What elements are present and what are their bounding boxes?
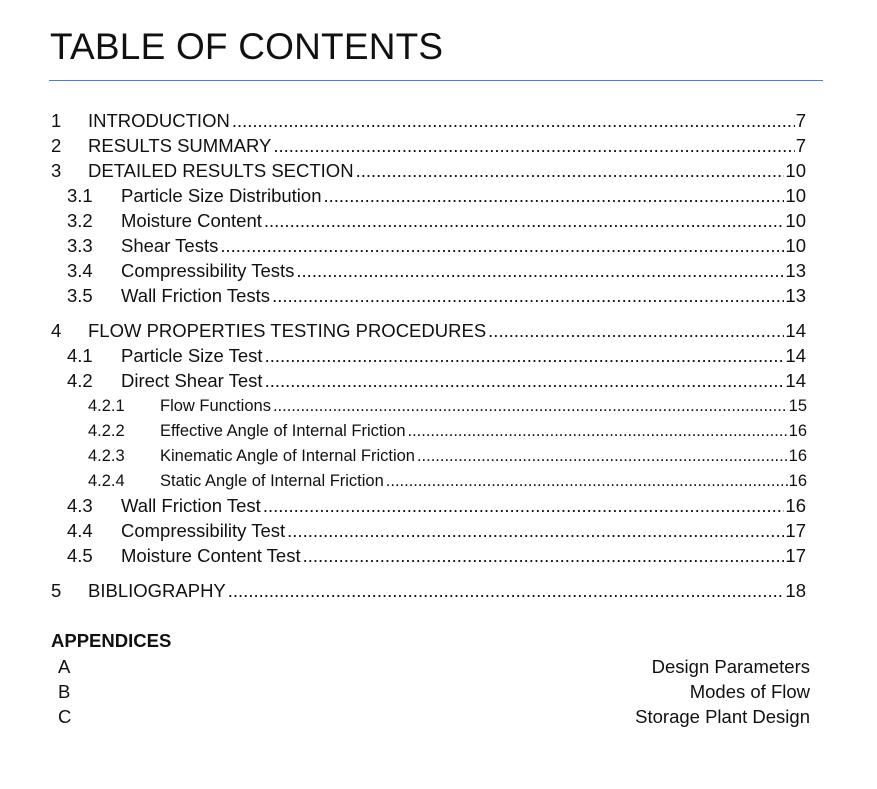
toc-entry-label: Wall Friction Test <box>121 495 261 516</box>
toc-entry-moisture-content[interactable] <box>67 212 806 231</box>
toc-entry-page: 10 <box>785 235 806 256</box>
toc-entry-number: 3.4 <box>67 260 93 281</box>
toc-entry-number: 5 <box>51 580 62 601</box>
toc-entry-label: Effective Angle of Internal Friction <box>160 422 406 440</box>
toc-entry-number: 4.2.2 <box>88 422 125 440</box>
dot-leader <box>386 473 788 490</box>
toc-entry-detailed-results[interactable] <box>51 162 806 181</box>
toc-entry-compressibility-test[interactable] <box>67 522 806 541</box>
toc-entry-label: Moisture Content <box>121 210 262 231</box>
toc-entry-label: Static Angle of Internal Friction <box>160 472 384 490</box>
toc-entry-number: 4.2.1 <box>88 397 125 415</box>
toc-entry-page: 7 <box>795 110 806 131</box>
toc-entry-compressibility-tests[interactable] <box>67 262 806 281</box>
dot-leader <box>228 582 785 601</box>
toc-entry-page: 14 <box>785 320 806 341</box>
toc-entry-shear-tests[interactable] <box>67 237 806 256</box>
toc-entry-page: 10 <box>785 185 806 206</box>
dot-leader <box>273 137 794 156</box>
toc-entry-particle-size-test[interactable] <box>67 347 806 366</box>
dot-leader <box>264 212 785 231</box>
toc-entry-page: 16 <box>788 422 807 440</box>
dot-leader <box>356 162 785 181</box>
toc-entry-page: 14 <box>785 345 806 366</box>
toc-entry-label: FLOW PROPERTIES TESTING PROCEDURES <box>88 320 487 341</box>
toc-entry-label: Moisture Content Test <box>121 545 301 566</box>
toc-entry-number: 1 <box>51 110 62 131</box>
toc-entry-particle-size-distribution[interactable] <box>67 187 806 206</box>
toc-entry-number: 4.4 <box>67 520 93 541</box>
appendix-title: Design Parameters <box>651 656 810 677</box>
toc-entry-page: 18 <box>785 580 806 601</box>
appendix-item-a[interactable] <box>58 656 810 678</box>
appendix-item-b[interactable] <box>58 681 810 703</box>
toc-entry-number: 3.1 <box>67 185 93 206</box>
toc-entry-number: 4.2.3 <box>88 447 125 465</box>
dot-leader <box>272 287 784 306</box>
toc-entry-label: Kinematic Angle of Internal Friction <box>160 447 415 465</box>
dot-leader <box>303 547 785 566</box>
toc-entry-label: BIBLIOGRAPHY <box>88 580 226 601</box>
dot-leader <box>287 522 784 541</box>
dot-leader <box>232 112 795 131</box>
toc-entry-label: Direct Shear Test <box>121 370 263 391</box>
toc-entry-page: 10 <box>785 160 806 181</box>
toc-entry-number: 4.5 <box>67 545 93 566</box>
dot-leader <box>417 448 788 465</box>
toc-entry-label: Compressibility Test <box>121 520 286 541</box>
toc-entry-introduction[interactable] <box>51 112 806 131</box>
toc-entry-moisture-content-test[interactable] <box>67 547 806 566</box>
toc-entry-number: 2 <box>51 135 62 156</box>
toc-entry-label: DETAILED RESULTS SECTION <box>88 160 354 181</box>
dot-leader <box>273 398 788 415</box>
toc-entry-page: 13 <box>785 285 806 306</box>
toc-entry-bibliography[interactable] <box>51 582 806 601</box>
toc-entry-page: 17 <box>785 545 806 566</box>
toc-entry-page: 16 <box>788 447 807 465</box>
toc-entry-number: 4.3 <box>67 495 93 516</box>
dot-leader <box>488 322 784 341</box>
toc-entry-page: 16 <box>788 472 807 490</box>
toc-entry-label: Particle Size Distribution <box>121 185 322 206</box>
appendix-letter: B <box>58 681 71 702</box>
toc-entry-number: 4.2.4 <box>88 472 125 490</box>
appendices-heading: APPENDICES <box>51 630 172 651</box>
toc-entry-label: Wall Friction Tests <box>121 285 271 306</box>
toc-entry-page: 10 <box>785 210 806 231</box>
toc-entry-page: 16 <box>785 495 806 516</box>
toc-entry-label: Shear Tests <box>121 235 219 256</box>
appendix-letter: C <box>58 706 72 727</box>
toc-entry-label: Compressibility Tests <box>121 260 295 281</box>
toc-entry-wall-friction-tests[interactable] <box>67 287 806 306</box>
toc-entry-number: 4 <box>51 320 62 341</box>
toc-entry-number: 4.1 <box>67 345 93 366</box>
toc-entry-wall-friction-test[interactable] <box>67 497 806 516</box>
dot-leader <box>220 237 784 256</box>
dot-leader <box>265 347 785 366</box>
toc-entry-label: Flow Functions <box>160 397 271 415</box>
toc-entry-page: 15 <box>788 397 807 415</box>
dot-leader <box>265 372 785 391</box>
toc-entry-label: Particle Size Test <box>121 345 263 366</box>
toc-entry-number: 3.3 <box>67 235 93 256</box>
toc-entry-page: 14 <box>785 370 806 391</box>
appendix-title: Storage Plant Design <box>635 706 810 727</box>
appendix-letter: A <box>58 656 71 677</box>
appendix-item-c[interactable] <box>58 706 810 728</box>
toc-entry-results-summary[interactable] <box>51 137 806 156</box>
toc-entry-page: 13 <box>785 260 806 281</box>
appendix-title: Modes of Flow <box>689 681 810 702</box>
toc-entry-number: 3 <box>51 160 62 181</box>
toc-entry-number: 4.2 <box>67 370 93 391</box>
dot-leader <box>324 187 785 206</box>
page-title: TABLE OF CONTENTS <box>50 26 444 67</box>
toc-entry-number: 3.2 <box>67 210 93 231</box>
toc-entry-flow-properties[interactable] <box>51 322 806 341</box>
toc-entry-label: RESULTS SUMMARY <box>88 135 272 156</box>
dot-leader <box>296 262 784 281</box>
toc-entry-flow-functions[interactable] <box>88 398 807 415</box>
toc-entry-number: 3.5 <box>67 285 93 306</box>
toc-entry-effective-angle[interactable] <box>88 423 807 440</box>
dot-leader <box>408 423 788 440</box>
toc-entry-page: 7 <box>795 135 806 156</box>
toc-entry-static-angle[interactable] <box>88 473 807 490</box>
toc-entry-page: 17 <box>785 520 806 541</box>
title-underline <box>49 80 823 81</box>
toc-entry-label: INTRODUCTION <box>88 110 230 131</box>
toc-entry-kinematic-angle[interactable] <box>88 448 807 465</box>
toc-entry-direct-shear-test[interactable] <box>67 372 806 391</box>
dot-leader <box>263 497 785 516</box>
